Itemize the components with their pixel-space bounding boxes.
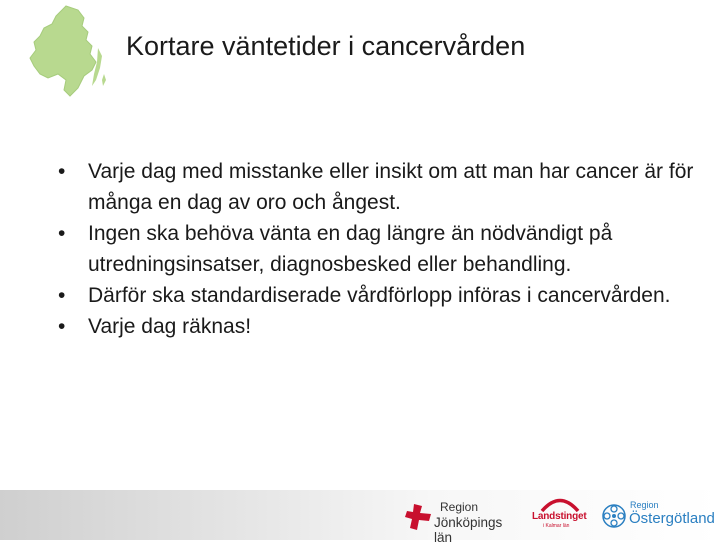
region-jonkoping-logo (402, 494, 520, 545)
bullet-item (58, 280, 698, 311)
bullet-icon: • (58, 284, 66, 307)
red-cross-icon (404, 502, 434, 532)
bullet-item (58, 218, 698, 280)
logo-text: Jönköpings län (434, 515, 503, 545)
logo-text: Landstinget (532, 511, 587, 522)
bullet-item (58, 156, 698, 218)
bullet-text: Därför ska standardiserade vårdförlopp införas i cancervården. (88, 284, 671, 307)
bullet-icon: • (58, 160, 66, 183)
landstinget-kalmar-logo (530, 494, 592, 538)
region-ostergotland-logo (600, 494, 716, 538)
bullet-list (58, 156, 698, 342)
region-map-icon (26, 4, 110, 100)
logo-text: Region (630, 500, 659, 510)
arch-icon (540, 496, 580, 512)
slide-title: Kortare väntetider i cancervården (126, 31, 526, 61)
bullet-text: Ingen ska behöva vänta en dag längre än nödvändigt på utredningsinsatser, diagnosbesked eller behandling. (88, 222, 613, 276)
bullet-icon: • (58, 222, 66, 245)
bullet-icon: • (58, 315, 66, 338)
logo-text: i Kalmar län (543, 523, 570, 529)
logo-text: Östergötland (629, 510, 715, 527)
bullet-item (58, 311, 698, 342)
flower-emblem-icon (601, 503, 627, 529)
bullet-text: Varje dag räknas! (88, 315, 252, 338)
bullet-text: Varje dag med misstanke eller insikt om att man har cancer är för många en dag av oro och ångest. (88, 160, 694, 214)
logo-text: Region (440, 500, 479, 514)
